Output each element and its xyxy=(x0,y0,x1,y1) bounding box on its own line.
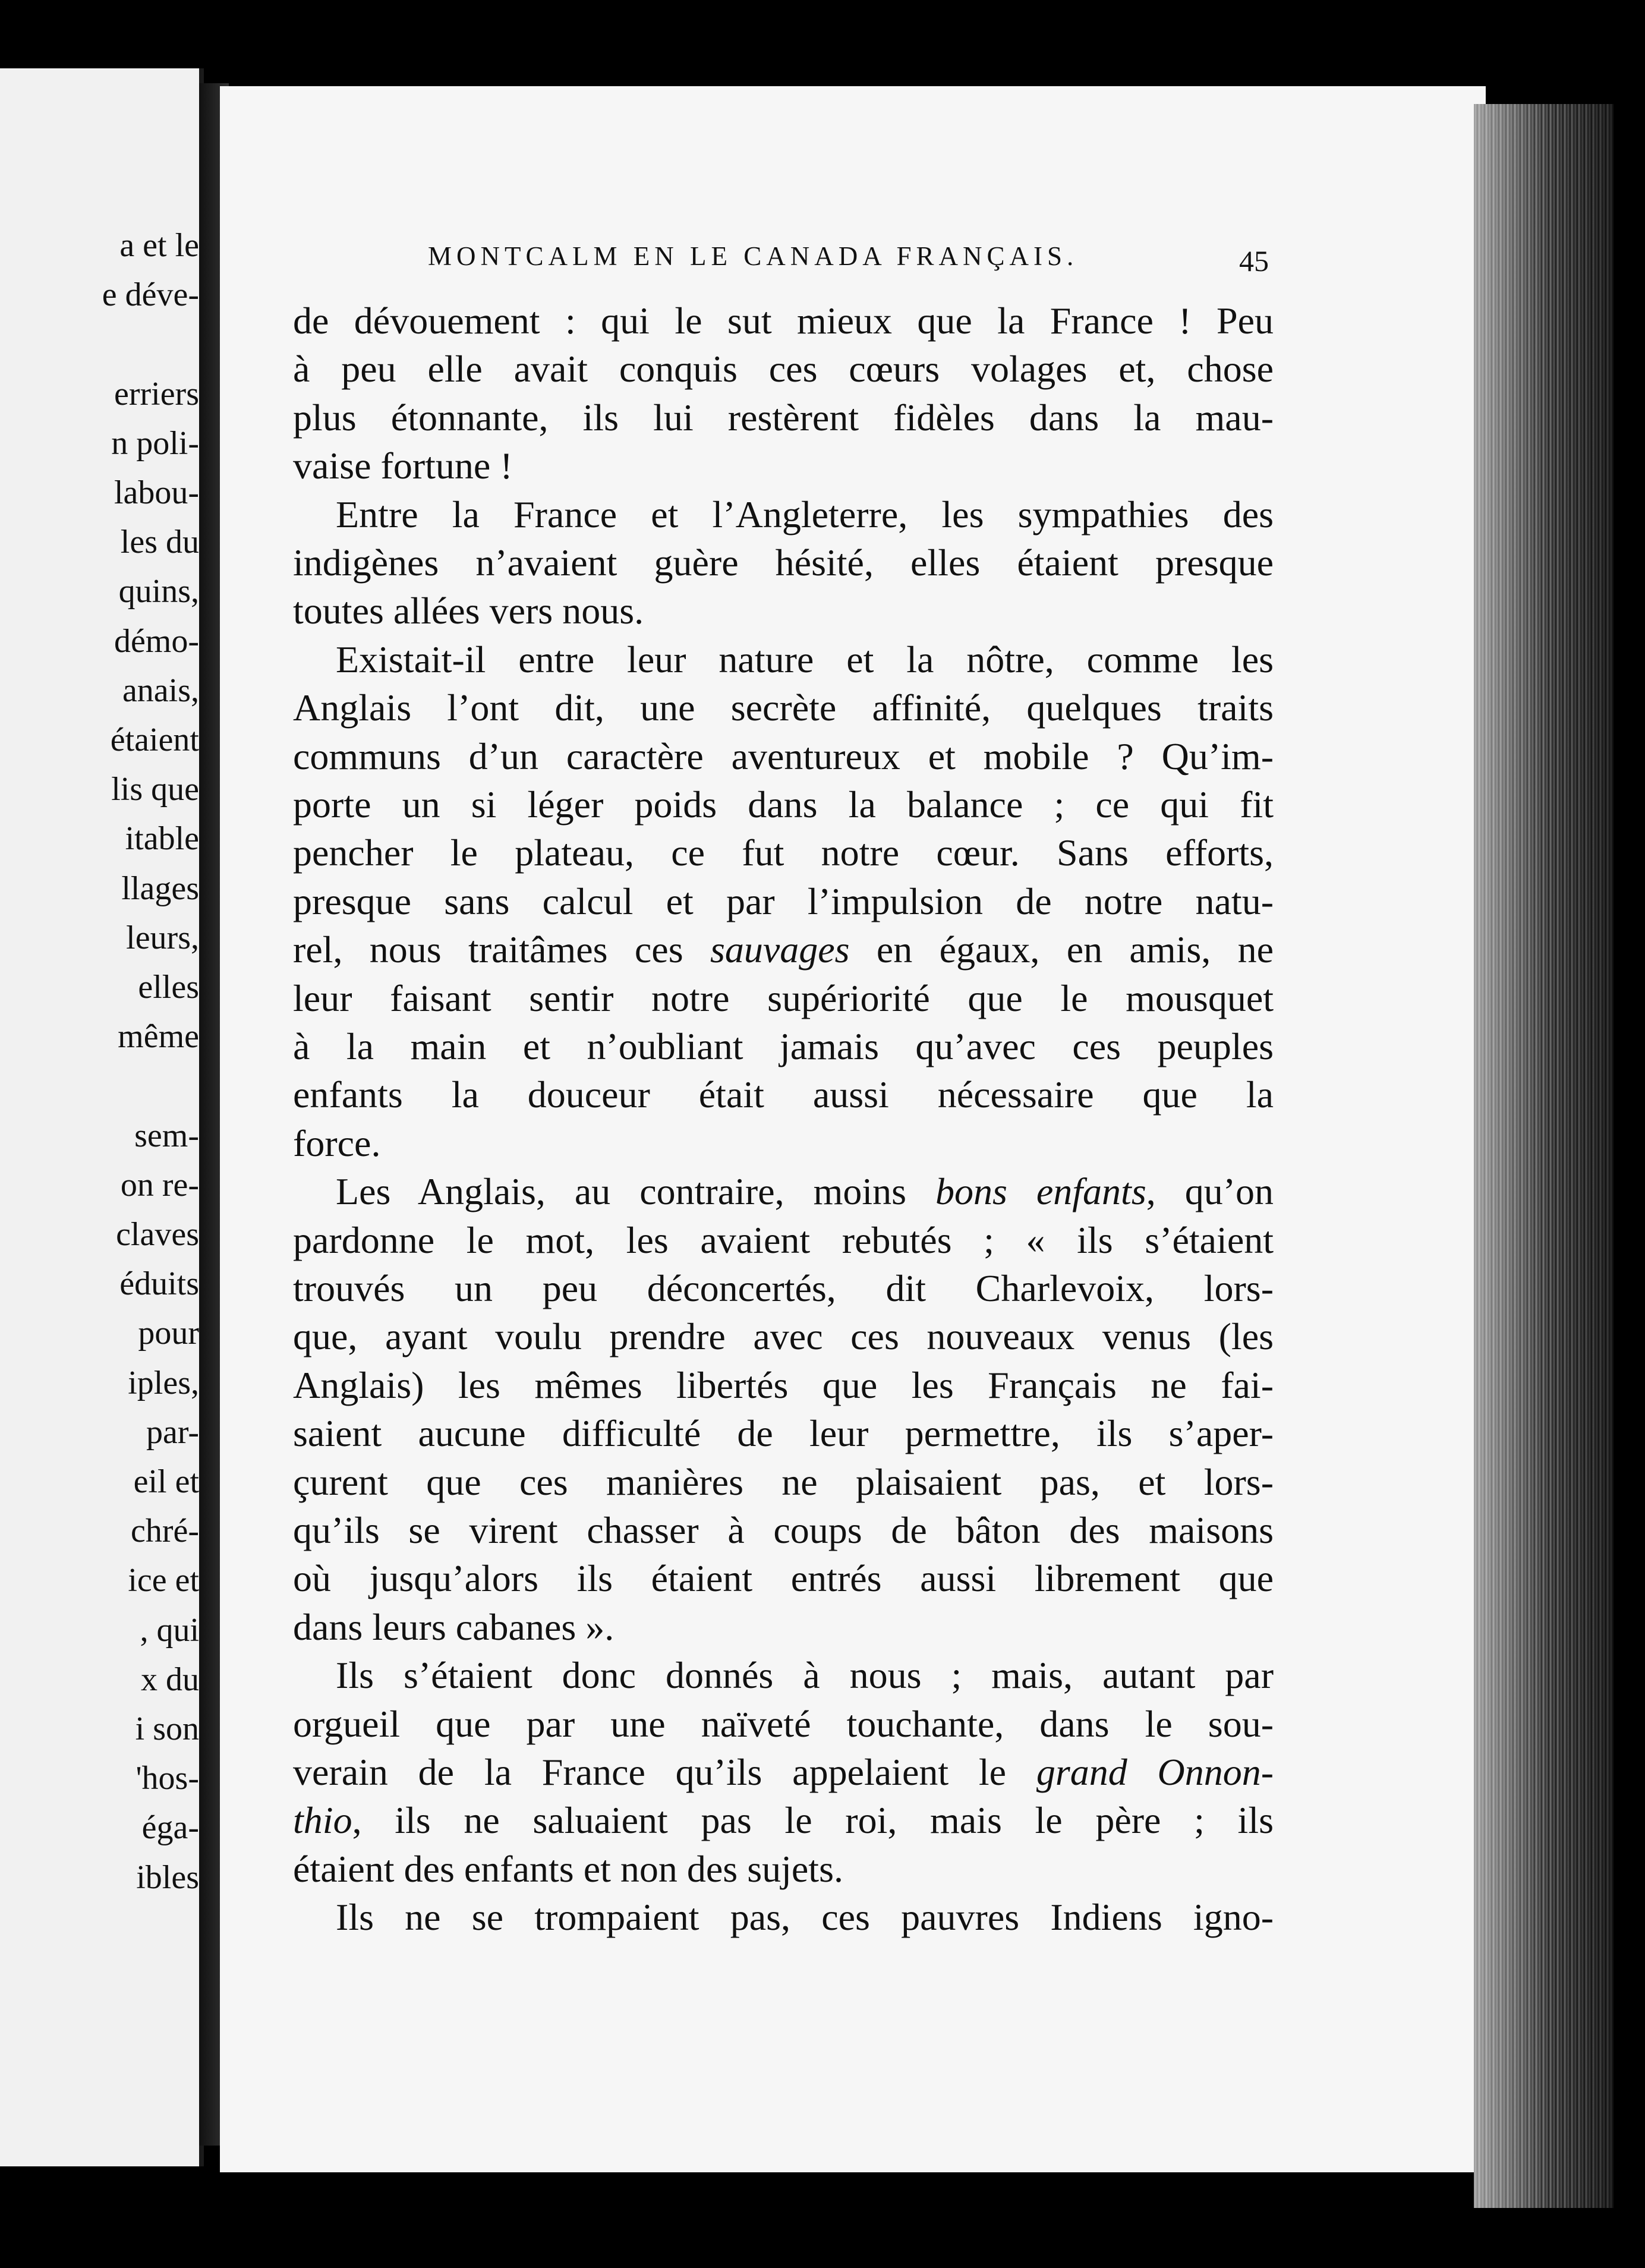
text-run: rel, nous traitâmes ces xyxy=(293,928,710,971)
text-line: force. xyxy=(293,1122,381,1164)
left-page-line: eil et xyxy=(133,1463,199,1500)
text-line xyxy=(293,1168,1274,1215)
text-line: à peu elle avait conquis ces cœurs volages et, chose xyxy=(293,348,1274,390)
left-page-line: erriers xyxy=(114,375,199,412)
text-line: enfants la douceur était aussi nécessaire que la xyxy=(293,1073,1274,1116)
text-line xyxy=(293,1749,1274,1796)
left-page-line: iples, xyxy=(128,1364,199,1401)
left-page-fragment xyxy=(0,68,204,2166)
text-line: étaient des enfants et non des sujets. xyxy=(293,1847,843,1890)
left-page-line: éduits xyxy=(119,1265,199,1303)
left-page-line: démo- xyxy=(114,622,199,660)
left-page-line: ice et xyxy=(128,1562,199,1599)
text-line: Ils s’étaient donc donnés à nous ; mais, autant par xyxy=(336,1654,1274,1697)
italic-text-run: bons enfants xyxy=(935,1170,1146,1213)
page-edges-shade xyxy=(1474,104,1614,2208)
left-page-line: éga- xyxy=(141,1809,199,1847)
text-line: pardonne le mot, les avaient rebutés ; « ils s’étaient xyxy=(293,1218,1274,1261)
left-page-line: , qui xyxy=(140,1611,199,1649)
text-line: presque sans calcul et par l’impulsion de notre natu- xyxy=(293,880,1274,922)
left-page-line: étaient xyxy=(110,722,199,758)
left-page-line: on re- xyxy=(120,1166,199,1204)
text-run: Les Anglais, au contraire, moins xyxy=(336,1170,936,1213)
text-line: plus étonnante, ils lui restèrent fidèles dans la mau- xyxy=(293,396,1274,439)
text-line: à la main et n’oubliant jamais qu’avec ces peuples xyxy=(293,1025,1274,1067)
left-page-line: quins, xyxy=(118,573,199,610)
text-run: en égaux, en amis, ne xyxy=(849,928,1274,971)
text-run: , ils ne saluaient pas le roi, mais le père ; ils xyxy=(352,1799,1274,1842)
text-line xyxy=(293,1797,1274,1844)
left-page-line: chré- xyxy=(130,1513,199,1550)
left-page-line: a et le xyxy=(119,227,199,264)
left-page-line: leurs, xyxy=(126,919,199,956)
text-line: Entre la France et l’Angleterre, les sympathies des xyxy=(336,493,1274,536)
text-line: leur faisant sentir notre supériorité que le mousquet xyxy=(293,976,1274,1019)
left-page-line: llages xyxy=(121,870,199,907)
text-line xyxy=(293,926,1274,974)
left-page-line: ibles xyxy=(136,1858,199,1896)
text-line: trouvés un peu déconcertés, dit Charlevoix, lors- xyxy=(293,1267,1274,1309)
text-line: toutes allées vers nous. xyxy=(293,590,644,632)
text-line: Anglais l’ont dit, une secrète affinité, quelques traits xyxy=(293,686,1274,729)
page-number: 45 xyxy=(1239,244,1269,278)
text-line: pencher le plateau, ce fut notre cœur. Sans efforts, xyxy=(293,831,1274,874)
text-line: Anglais) les mêmes libertés que les Français ne fai- xyxy=(293,1363,1274,1406)
text-line: Ils ne se trompaient pas, ces pauvres Indiens igno- xyxy=(336,1896,1274,1939)
italic-text-run: sauvages xyxy=(710,928,850,971)
text-line: communs d’un caractère aventureux et mobile ? Qu’im- xyxy=(293,735,1274,777)
left-page-line: même xyxy=(118,1018,199,1056)
text-line: que, ayant voulu prendre avec ces nouveaux venus (les xyxy=(293,1315,1274,1358)
text-run: verain de la France qu’ils appelaient le xyxy=(293,1751,1036,1793)
text-line: indigènes n’avaient guère hésité, elles étaient presque xyxy=(293,541,1274,584)
left-page-line: par- xyxy=(146,1413,199,1451)
left-page-line: 'hos- xyxy=(135,1760,199,1797)
left-page-line: anais, xyxy=(122,672,199,709)
left-page-line: itable xyxy=(125,820,199,858)
left-page-line: lis que xyxy=(111,771,199,808)
left-page-line: labou- xyxy=(114,474,199,511)
left-page-line: pour xyxy=(138,1315,199,1352)
text-run: , qu’on xyxy=(1146,1170,1274,1213)
text-line: çurent que ces manières ne plaisaient pas, et lors- xyxy=(293,1460,1274,1503)
italic-text-run: thio xyxy=(293,1799,352,1842)
text-line: orgueil que par une naïveté touchante, dans le sou- xyxy=(293,1702,1274,1745)
left-page-line: claves xyxy=(116,1216,199,1253)
left-page-line: i son xyxy=(135,1711,199,1747)
italic-text-run: grand Onnon- xyxy=(1036,1751,1274,1793)
left-page-line: sem- xyxy=(134,1117,199,1154)
left-page-line: les du xyxy=(120,524,199,561)
text-line: de dévouement : qui le sut mieux que la France ! Peu xyxy=(293,300,1274,342)
left-page-line: n poli- xyxy=(111,424,199,462)
text-line: qu’ils se virent chasser à coups de bâton des maisons xyxy=(293,1509,1274,1551)
left-page-line: e déve- xyxy=(102,276,199,314)
left-page-line: elles xyxy=(138,969,199,1006)
text-line: dans leurs cabanes ». xyxy=(293,1605,614,1648)
running-head: MONTCALM EN LE CANADA FRANÇAIS. xyxy=(428,241,1079,271)
text-line: où jusqu’alors ils étaient entrés aussi librement que xyxy=(293,1557,1274,1600)
text-line: Existait-il entre leur nature et la nôtre, comme les xyxy=(336,638,1274,681)
left-page-line: x du xyxy=(141,1661,199,1698)
text-line: saient aucune difficulté de leur permettre, ils s’aper- xyxy=(293,1412,1274,1455)
text-line: porte un si léger poids dans la balance ; ce qui fit xyxy=(293,783,1274,826)
text-line: vaise fortune ! xyxy=(293,445,513,487)
